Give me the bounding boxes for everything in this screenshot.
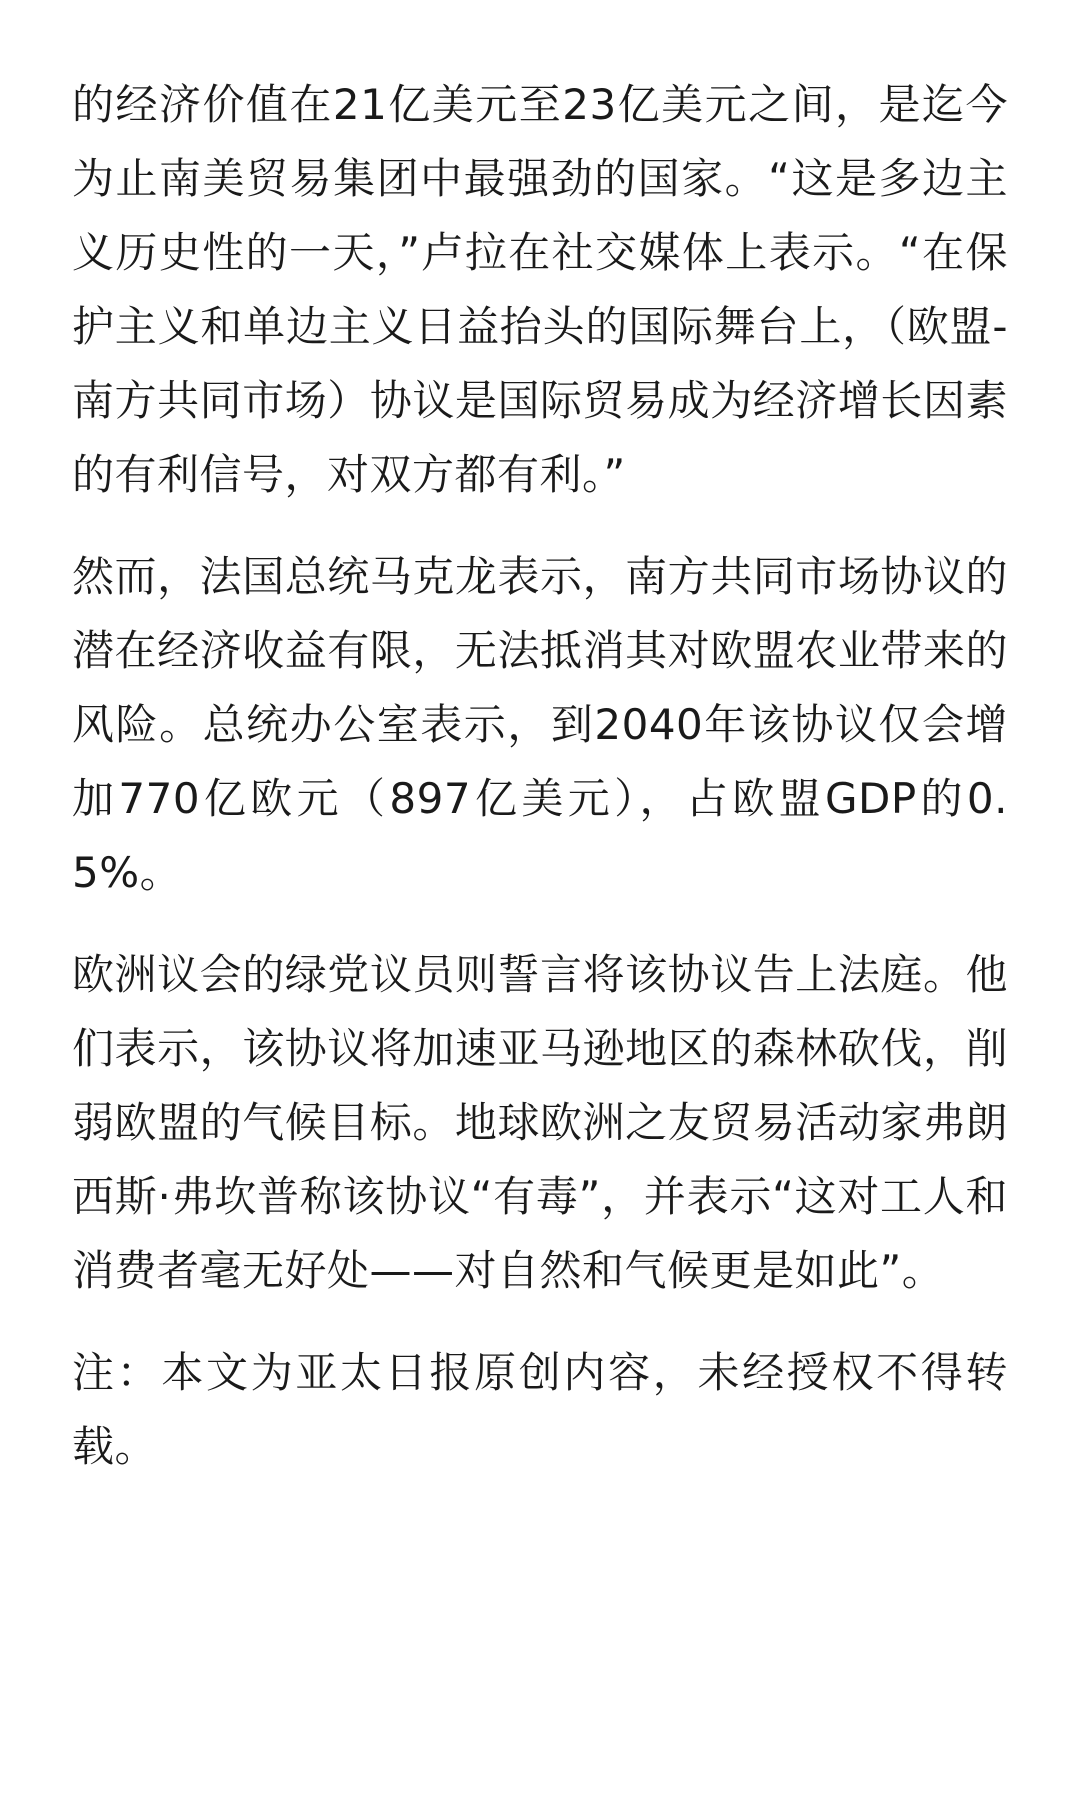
paragraph-macron-view: 然而，法国总统马克龙表示，南方共同市场协议的潜在经济收益有限，无法抵消其对欧盟农业带来的风险。总统办公室表示，到2040年该协议仅会增加770亿欧元（897亿美元），占欧盟GDP的0.5%。 — [72, 552, 1008, 897]
paragraph-greens-view: 欧洲议会的绿党议员则誓言将该协议告上法庭。他们表示，该协议将加速亚马逊地区的森林砍伐，削弱欧盟的气候目标。地球欧洲之友贸易活动家弗朗西斯·弗坎普称该协议“有毒”，并表示“这对工人和消费者毫无好处——对自然和气候更是如此”。 — [72, 950, 1008, 1295]
copyright-note: 注：本文为亚太日报原创内容，未经授权不得转载。 — [72, 1348, 1008, 1471]
article-body — [72, 68, 1008, 1512]
paragraph-trade-value: 的经济价值在21亿美元至23亿美元之间，是迄今为止南美贸易集团中最强劲的国家。“这是多边主义历史性的一天，”卢拉在社交媒体上表示。“在保护主义和单边主义日益抬头的国际舞台上，（欧盟-南方共同市场）协议是国际贸易成为经济增长因素的有利信号，对双方都有利。” — [72, 80, 1008, 499]
